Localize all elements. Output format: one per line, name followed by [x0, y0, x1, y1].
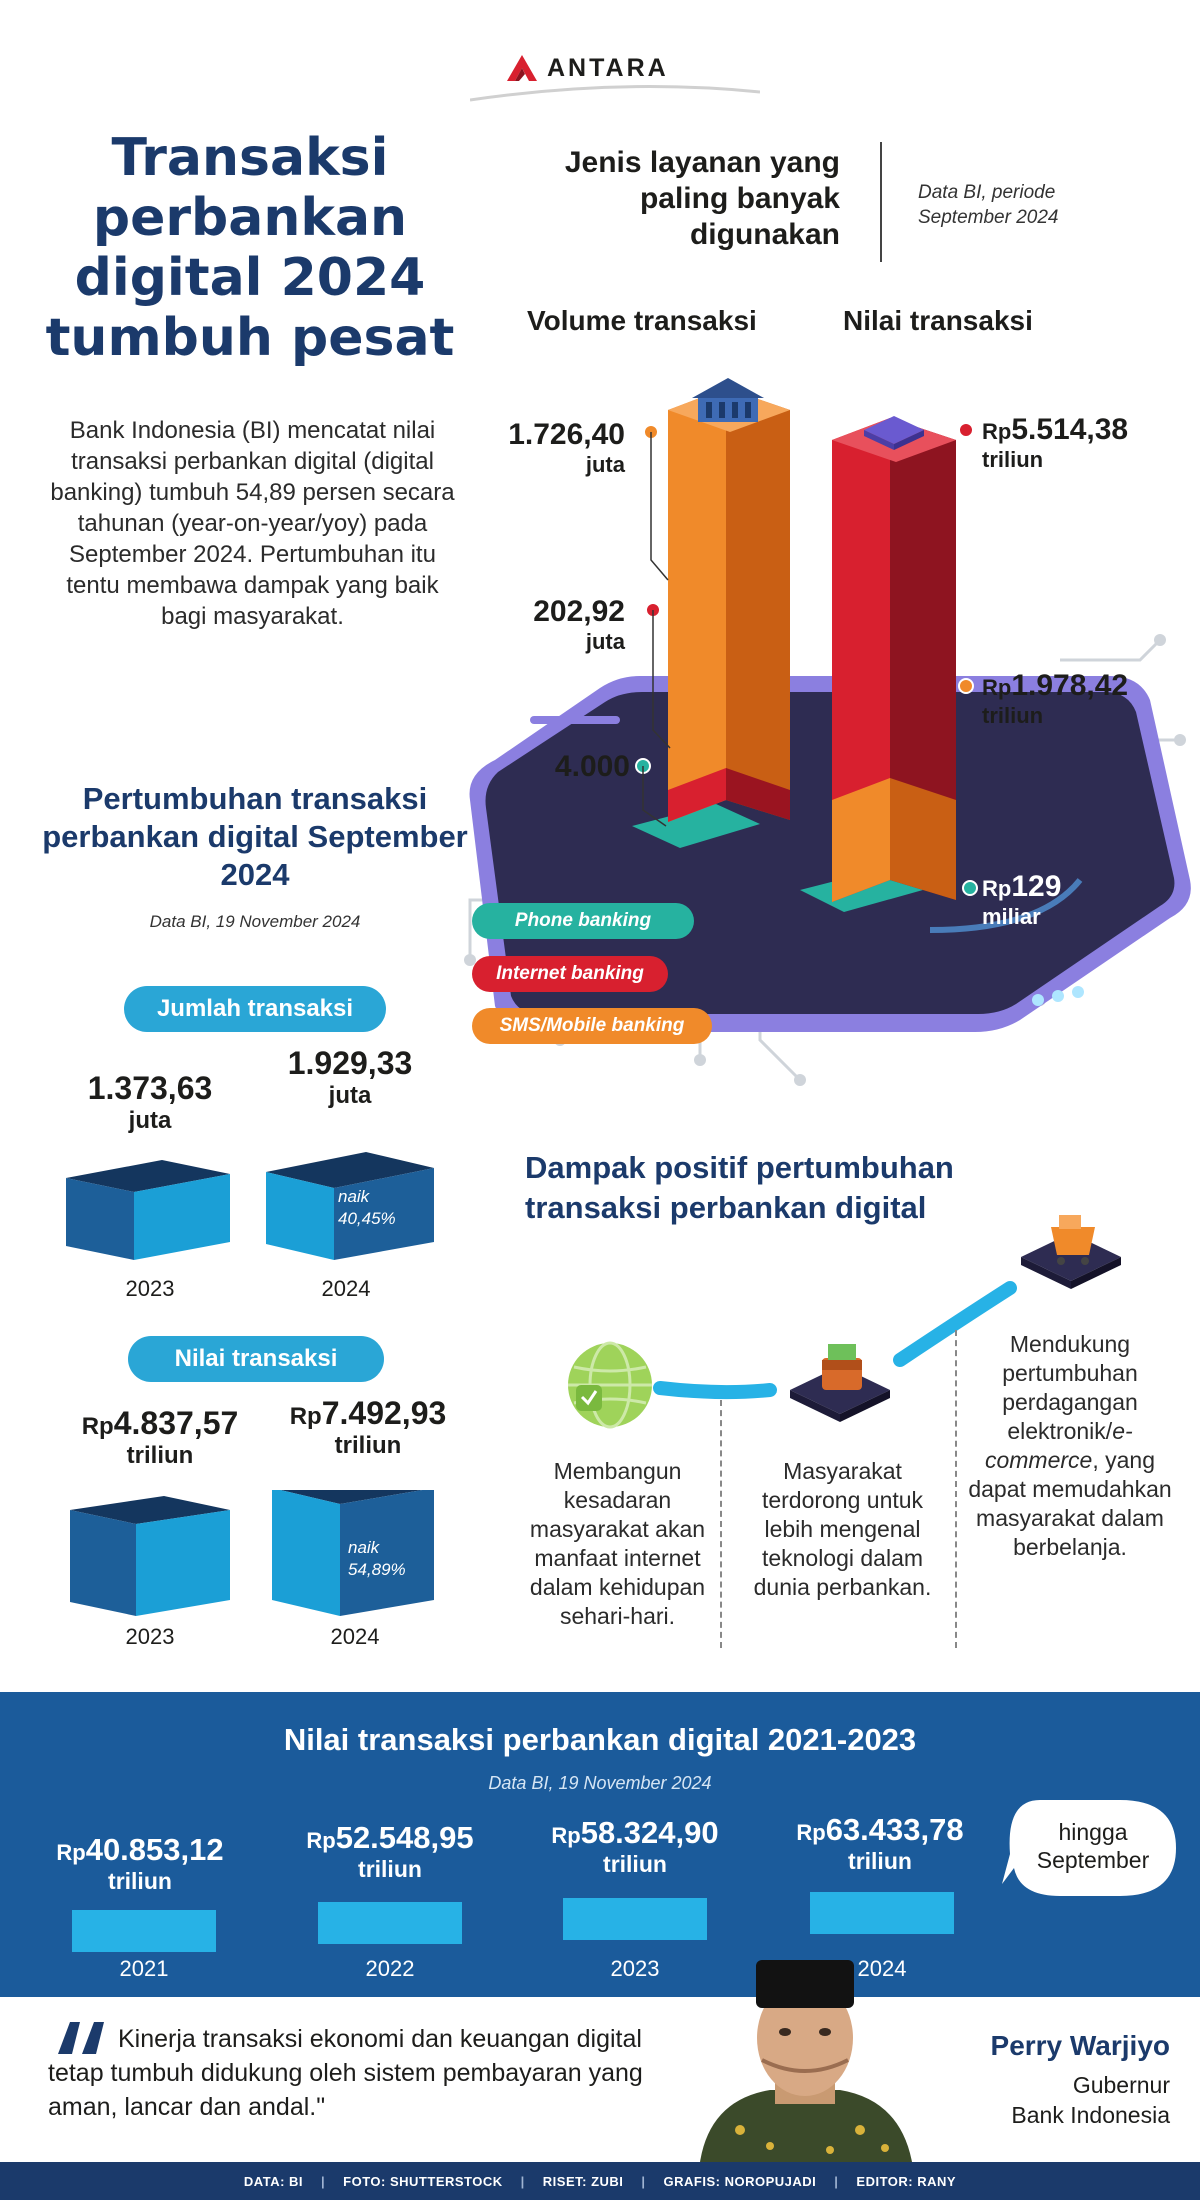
page-title: Transaksi perbankan digital 2024 tumbuh pesat: [45, 128, 455, 368]
annual-year-2022: 2022: [365, 1956, 415, 1981]
shopping-cart-icon: [1015, 1205, 1125, 1295]
credit-separator: |: [520, 2173, 525, 2189]
legend-mobile-banking: SMS/Mobile banking: [472, 1008, 712, 1044]
speech-bubble-text: hingga September: [1036, 1819, 1150, 1873]
impact-divider-2: [955, 1330, 957, 1648]
value-dot-internet: [958, 422, 974, 438]
speaker-role: Gubernur Bank Indonesia: [1011, 2072, 1170, 2128]
nilai-year-2024: 2024: [330, 1624, 380, 1649]
logo-swoosh: [470, 82, 760, 104]
impact-divider-1: [720, 1400, 722, 1648]
antara-logo-icon: [505, 53, 539, 83]
jumlah-tag: Jumlah transaksi: [124, 986, 386, 1032]
credit-separator: |: [641, 2173, 646, 2189]
volume-callout-phone: 4.000: [554, 750, 630, 783]
nilai-2024-value: Rp7.492,93 triliun: [289, 1395, 447, 1459]
annual-value-2024: Rp63.433,78 triliun: [796, 1812, 964, 1874]
annual-bar-2021: [72, 1910, 216, 1952]
volume-leader-lines: [620, 430, 680, 830]
nilai-tag: Nilai transaksi: [128, 1336, 384, 1382]
annual-title: Nilai transaksi perbankan digital 2021-2023: [283, 1722, 917, 1757]
jumlah-2024-value: 1.929,33 juta: [287, 1045, 413, 1109]
quote-text: Kinerja transaksi ekonomi dan keuangan digital tetap tumbuh didukung oleh sistem pembayaran yang aman, lancar dan andal.": [48, 2025, 643, 2121]
value-dot-phone: [962, 880, 978, 896]
annual-bar-2024: [810, 1892, 954, 1934]
annual-value-2021: Rp40.853,12 triliun: [56, 1832, 224, 1894]
growth-title: Pertumbuhan transaksi perbankan digital September 2024: [42, 781, 468, 892]
credit-photo: FOTO: SHUTTERSTOCK: [343, 2173, 503, 2189]
growth-source: Data BI, 19 November 2024: [149, 912, 361, 931]
nilai-2023-value: Rp4.837,57 triliun: [81, 1405, 239, 1469]
annual-value-2022: Rp52.548,95 triliun: [306, 1820, 474, 1882]
services-heading: Jenis layanan yang paling banyak digunakan: [564, 146, 840, 251]
jumlah-year-2024: 2024: [321, 1276, 371, 1301]
annual-source: Data BI, 19 November 2024: [488, 1773, 712, 1793]
antara-logo-text: ANTARA: [547, 53, 669, 82]
globe-icon: [560, 1335, 660, 1435]
credit-data: DATA: BI: [243, 2173, 304, 2189]
volume-heading: Volume transaksi: [527, 305, 757, 336]
annual-year-2021: 2021: [119, 1956, 169, 1981]
annual-value-2023: Rp58.324,90 triliun: [551, 1815, 719, 1877]
legend-phone-banking: Phone banking: [472, 903, 694, 939]
speaker-info: [930, 2030, 1170, 2130]
annual-year-2023: 2023: [610, 1956, 660, 1981]
value-callout-phone: Rp129 miliar: [982, 870, 1062, 929]
credit-separator: |: [834, 2173, 839, 2189]
value-callout-mobile: Rp1.978,42 triliun: [982, 669, 1129, 728]
credit-graphics: GRAFIS: NOROPUJADI: [663, 2173, 817, 2189]
speaker-name: Perry Warjiyo: [990, 2030, 1170, 2061]
nilai-growth-label: naik 54,89%: [348, 1538, 406, 1579]
nilai-year-2023: 2023: [125, 1624, 175, 1649]
legend-internet-banking: Internet banking: [472, 956, 668, 992]
services-source: Data BI, periode September 2024: [918, 182, 1059, 228]
credit-editor: EDITOR: RANY: [856, 2173, 957, 2189]
heading-divider: [880, 142, 882, 262]
impact-text-2: Masyarakat terdorong untuk lebih mengenal teknologi dalam dunia perbankan.: [753, 1458, 932, 1600]
jumlah-2023-value: 1.373,63 juta: [87, 1070, 213, 1134]
impact-title: Dampak positif pertumbuhan transaksi perbankan digital: [525, 1150, 954, 1225]
speaker-portrait: [680, 1950, 930, 2162]
impact-text-3: Mendukung pertumbuhan perdagangan elektronik/e-commerce, yang dapat memudahkan masyarakat dalam berbelanja.: [968, 1331, 1172, 1560]
credits-footer: [0, 2162, 1200, 2200]
intro-paragraph: Bank Indonesia (BI) mencatat nilai transaksi perbankan digital (digital banking) tumbuh 54,89 persen secara tahunan (year-on-year/yoy) pada September 2024. Pertumbuhan itu tentu membawa dampak yang baik bagi masyarakat.: [50, 417, 455, 630]
value-callout-internet: Rp5.514,38 triliun: [982, 413, 1129, 472]
credit-research: RISET: ZUBI: [542, 2173, 624, 2189]
volume-callout-mobile: 1.726,40 juta: [508, 418, 625, 477]
annual-bar-2023: [563, 1898, 707, 1940]
value-dot-mobile: [958, 678, 974, 694]
value-heading: Nilai transaksi: [843, 305, 1033, 336]
wallet-phone-icon: [780, 1330, 900, 1430]
jumlah-growth-label: naik 40,45%: [338, 1187, 396, 1228]
credit-separator: |: [321, 2173, 326, 2189]
annual-bar-2022: [318, 1902, 462, 1944]
volume-callout-internet: 202,92 juta: [533, 595, 625, 654]
annual-year-2024: 2024: [857, 1956, 907, 1981]
impact-text-1: Membangun kesadaran masyarakat akan manfaat internet dalam kehidupan sehari-hari.: [529, 1458, 706, 1629]
jumlah-year-2023: 2023: [125, 1276, 175, 1301]
